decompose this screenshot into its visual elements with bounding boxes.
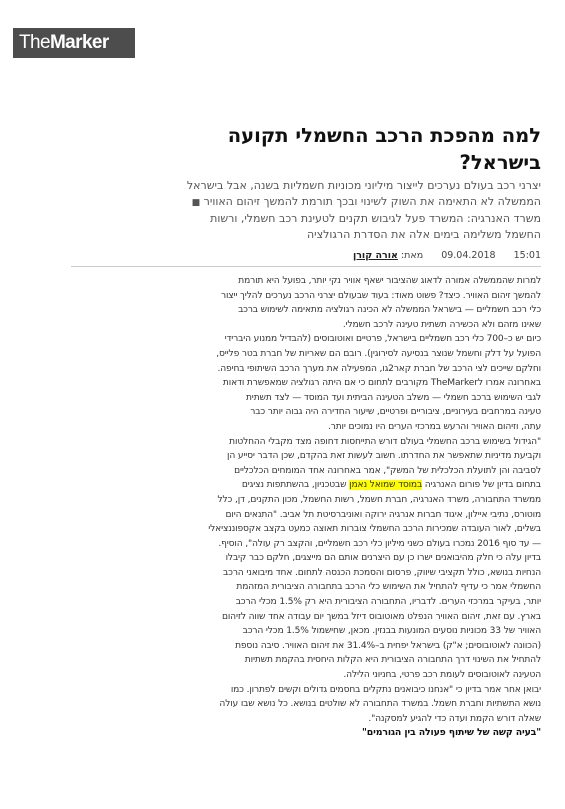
highlighted-link[interactable]: במוסד שמואל נאמן [349, 480, 423, 491]
body-text-segment: שבטכניון, בהשתתפות נציגים [241, 480, 350, 491]
body-line: באחרונה אמרו לTheMarker מקורבים לתחום כי אם היתה רגולציה שמאפשרת ודאות [222, 378, 541, 389]
author-link[interactable]: אורה קורן [352, 250, 398, 261]
body-line: בארץ. עם זאת, זיהום האוויר הנפלט מאוטובוס דיזל במשך יום עבודה אחד שווה לזיהום [221, 611, 541, 622]
body-line: יותר, בעיקר במרכזי הערים. לדבריו, התחבורה הציבורית היא רק 1.5% מכלי הרכב [235, 597, 541, 608]
body-line: לגבי השימוש ברכב חשמלי — משלב הטעינה הביתית ועד המוסד — לצד תשתית [245, 392, 541, 403]
publish-time: 15:01 [513, 250, 541, 261]
author-prefix: מאת: [400, 250, 424, 261]
body-line: לסביבה והן לתועלת הכלכלית של המשק", אמר באחרונה אחד המומחים הכלכליים [234, 465, 541, 476]
body-line: שאלה דורש הקמת ועדה כדי להגיע למסקנה". [368, 713, 541, 724]
body-line: האוויר של 33 מכוניות נוסעים המונעות בבנזין. מכאן, שחישמול 1.5% מכלי הרכב [242, 626, 541, 637]
themarker-logo[interactable] [13, 28, 135, 58]
subtitle-line: החשמל משלימה בימים אלה את הסדרת הרגולציה [306, 227, 541, 241]
section-subheading: "בעיה קשה של שיתוף פעולה בין הגורמים" [361, 727, 541, 739]
body-line: שאינו מזהם ולא הכשירה תשתית טעינה לרכב חשמלי. [342, 319, 541, 330]
body-line: להמשך זיהום האוויר. כיצד? פשוט מאוד: בעוד שבעולם יצרני הרכב נערכים להליך ייצור [220, 290, 541, 301]
body-line: יבואן אחר אמר בדיון כי "אנחנו כיבואנים נתקלים בחסמים גדולים וקשים לפתרון. כמו [230, 684, 541, 695]
body-line: עתה, וזיהום האוויר והרעש במרכזי הערים היו נמוכים יותר. [328, 421, 541, 432]
body-line: כיום יש כ–700 כלי רכב חשמליים בישראל, פרטיים ואוטובוסים (להבדיל ממנוע היברידי [224, 334, 541, 345]
logo-text-the: The [19, 32, 50, 53]
body-line: "הגידול בשימוש ברכב החשמלי בעולם דורש התייחסות דחופה מצד מקבלי ההחלטות [229, 436, 541, 447]
body-text-segment: בתחום בדיון של פורום האנרגיה [422, 480, 541, 491]
publish-date: 09.04.2018 [441, 250, 496, 261]
body-line [66, 478, 541, 493]
body-line: בדיון עלה כי חלק מהיבואנים ישרו כן עם היצרנים אותם הם מייצגים, חלקם כבר קיבלו [225, 553, 541, 564]
body-line: הנחיות בנושא, כולל תקציבי שיווק, פרסום והסמכת הכנסה לתחום. אחד מיבואני הרכב [223, 567, 541, 578]
subtitle-line [71, 194, 541, 212]
body-line: למרות שהממשלה אמורה לדאוג שהציבור ישאף אוויר נקי יותר, בפועל היא תורמת [238, 276, 541, 286]
body-line: להתחיל את השינוי דרך התחבורה הציבורית היא הקלות היחסית בהקמת תשתיות [244, 655, 541, 666]
article-body [66, 274, 541, 741]
body-line: ממשרד התחבורה, משרד האנרגיה, חברת חשמל, רשות החשמל, מכון התקנים, דן, כלל [217, 494, 541, 505]
bullet-square-icon: ■ [191, 197, 201, 208]
subtitle-text: הממשלה לא התאימה את השוק לשינוי ובכך תורמת להמשך זיהום האוויר [203, 194, 541, 208]
body-line: — עד סוף 2016 נמכרו בעולם כשני מיליון כלי רכב חשמליים, והקצב רק עולה", הוסיף. [218, 538, 541, 549]
body-line: טעינה במרחבים בעירוניים, ציבוריים ופרטיים, שיעור החדירה היה גבוה יותר כבר [250, 407, 541, 418]
body-line: הפועל על דלק וחשמל שנוצר בנסיעה לסירוגין). רובם הם שאריות של חברת בטר פלייס, [216, 348, 541, 359]
headline-line: למה מהפכת הרכב החשמלי תקועה [227, 124, 541, 147]
article-subtitle [71, 178, 541, 242]
body-line: (הכוונה לאוטובוסים; א"ק) בישראל יפחית ב–31.4% את זיהום האוויר. סיבה נוספת [235, 640, 541, 651]
body-line: מוטורס, נתיבי איילון, איגוד חברות אנרגיה ירוקה ואוניברסיטת תל אביב. "התנאים היום [225, 509, 541, 520]
body-line: וקביעת מדיניות שתאפשר את החדרתו. חשוב לעשות זאת בהקדם, שכן הדבר יסייע הן [227, 451, 541, 462]
author-block [353, 250, 423, 261]
subtitle-line: משרד האנרגיה: המשרד פעל לגיבוש תקנים לטעינת רכב חשמלי, ורשות [210, 212, 541, 225]
body-line: החשמלי אמר כי עדיף להתחיל את השימוש כלי הרכב בתחבורה הציבורית המזהמת [236, 582, 541, 593]
article-headline [71, 122, 541, 176]
subtitle-line: יצרני רכב בעולם נערכים לייצור מיליוני מכוניות חשמליות בשנה, אבל בישראל [186, 179, 541, 192]
body-line: נושא התשתיות וחברת חשמל. במשרד התחבורה לא שולטים בנושא. כל נושא שבו עולה [219, 699, 541, 710]
body-line: הטעינה לאוטובוסים לעומת רכב פרטי, בחניוני הלילה. [343, 670, 541, 681]
logo-text-marker: Marker [49, 32, 109, 53]
body-line: כלי רכב חשמליים — בישראל הממשלה לא הכינה רגולציה מתאימה לשימוש ברכב [238, 305, 541, 316]
byline [71, 250, 541, 261]
body-line: וחלקם שייכים לצי הרכב של חברת קאר2גו, המפעילה את מערך הרכב השיתופי בחיפה. [217, 363, 541, 374]
body-line: בשלים, לאור העובדה שמכירות הרכב החשמלי צוברות תאוצה כמעט בקצב אקספוננציאלי [208, 524, 541, 535]
headline-line: בישראל? [459, 151, 541, 174]
divider [71, 266, 541, 267]
